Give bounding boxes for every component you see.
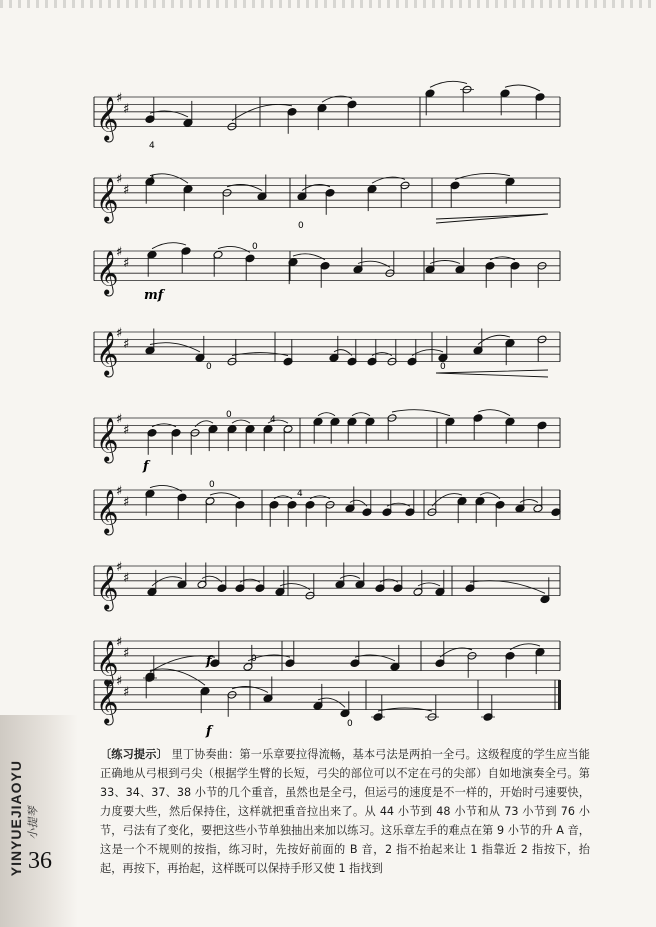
fingering-number: 4 bbox=[149, 141, 155, 151]
slur bbox=[478, 335, 510, 344]
side-script: 小提琴 bbox=[26, 806, 40, 840]
staff-8 bbox=[94, 635, 560, 687]
treble-clef-icon: 𝄞 bbox=[96, 565, 119, 610]
sharp-f-icon: ♯ bbox=[116, 635, 123, 650]
staff-1 bbox=[94, 81, 560, 142]
sharp-f-icon: ♯ bbox=[116, 412, 123, 427]
sharp-f-icon: ♯ bbox=[116, 560, 123, 575]
sharp-c-icon: ♯ bbox=[123, 256, 130, 271]
slur bbox=[150, 174, 188, 183]
slur bbox=[510, 644, 540, 650]
slur bbox=[218, 246, 250, 252]
slur bbox=[232, 420, 250, 423]
dynamic-marking: mf bbox=[144, 288, 164, 303]
slur bbox=[150, 485, 182, 491]
fingering-number: 0 bbox=[252, 242, 258, 252]
sharp-c-icon: ♯ bbox=[123, 337, 130, 352]
slur bbox=[432, 494, 462, 507]
slur bbox=[470, 581, 545, 594]
sharp-c-icon: ♯ bbox=[123, 102, 130, 117]
slur bbox=[412, 350, 443, 356]
fingering-number: 0 bbox=[209, 480, 215, 490]
treble-clef-icon: 𝄞 bbox=[96, 96, 119, 141]
sharp-c-icon: ♯ bbox=[123, 183, 130, 198]
fingering-number: 0 bbox=[226, 410, 232, 420]
dynamic-marking: f bbox=[206, 724, 212, 739]
sharp-f-icon: ♯ bbox=[116, 91, 123, 106]
slur bbox=[392, 410, 450, 416]
side-title: YINYUEJIAOYU bbox=[8, 760, 24, 877]
practice-tips bbox=[100, 745, 590, 878]
sharp-c-icon: ♯ bbox=[123, 423, 130, 438]
slur bbox=[520, 500, 538, 503]
slur bbox=[352, 413, 370, 416]
sharp-f-icon: ♯ bbox=[116, 172, 123, 187]
staff-3 bbox=[94, 243, 560, 297]
sharp-f-icon: ♯ bbox=[116, 245, 123, 260]
sharp-f-icon: ♯ bbox=[116, 674, 123, 689]
sharp-c-icon: ♯ bbox=[123, 646, 130, 661]
treble-clef-icon: 𝄞 bbox=[96, 489, 119, 534]
slur bbox=[430, 81, 467, 87]
slur bbox=[505, 85, 540, 91]
slur bbox=[210, 493, 240, 499]
page-number: 36 bbox=[28, 848, 52, 874]
staff-9 bbox=[94, 669, 561, 726]
sharp-f-icon: ♯ bbox=[116, 326, 123, 341]
slur bbox=[340, 576, 360, 579]
staff-2 bbox=[94, 172, 560, 224]
treble-clef-icon: 𝄞 bbox=[96, 250, 119, 295]
fingering-number: 4 bbox=[149, 175, 155, 185]
treble-clef-icon: 𝄞 bbox=[96, 331, 119, 376]
tips-label: 〔练习提示〕 bbox=[100, 748, 168, 761]
final-barline-thick bbox=[558, 680, 561, 710]
slur bbox=[358, 261, 390, 267]
slur bbox=[293, 254, 325, 260]
treble-clef-icon: 𝄞 bbox=[96, 640, 119, 685]
fingering-number: 0 bbox=[206, 362, 212, 372]
slur bbox=[195, 421, 213, 427]
slur bbox=[150, 343, 200, 352]
fingering-number: 0 bbox=[251, 654, 257, 664]
treble-clef-icon: 𝄞 bbox=[96, 177, 119, 222]
decrescendo-hairpin bbox=[436, 214, 548, 223]
dynamic-marking: f bbox=[143, 459, 149, 474]
staff-6 bbox=[94, 484, 561, 536]
slur bbox=[318, 413, 335, 416]
fingering-number: 0 bbox=[440, 362, 446, 372]
slur bbox=[418, 583, 440, 586]
fingering-number: 4 bbox=[297, 489, 303, 499]
fingering-number: 4 bbox=[270, 415, 276, 425]
sharp-c-icon: ♯ bbox=[123, 685, 130, 700]
slur bbox=[150, 669, 205, 685]
tips-text: 里丁协奏曲：第一乐章要拉得流畅，基本弓法是两拍一全弓。这级程度的学生应当能正确地从弓根到弓尖（根据学生臂的长短，弓尖的部位可以不定在弓的尖部）自如地演奏全弓。第 33、34、37、38 小节的几个重音，虽然也是全弓，但运弓的速度是不一样的，开始时弓速要快，力度要大些，然后保持住，这样就把重音拉出来了。从 44 小节到 48 小节和从 73 小节到 76 小节，弓法有了变化，要把这些小节单独抽出来加以练习。这乐章左手的难点在第 9 小节的升 A 音，这是一个不规则的按指，练习时，先按好前面的 B 音，2 指不抬起来让 1 指靠近 2 指按下，抬起，再按下，再抬起，这样既可以保持手形又使 1 指找到 bbox=[100, 748, 590, 875]
slur bbox=[478, 410, 510, 416]
staff-7 bbox=[94, 560, 560, 612]
slur bbox=[430, 261, 460, 264]
treble-clef-icon: 𝄞 bbox=[96, 679, 119, 724]
sharp-c-icon: ♯ bbox=[123, 495, 130, 510]
sharp-c-icon: ♯ bbox=[123, 571, 130, 586]
dynamic-marking: f bbox=[206, 654, 212, 669]
staff-4 bbox=[94, 326, 560, 378]
slur bbox=[455, 173, 510, 179]
staff-5 bbox=[94, 410, 560, 464]
fingering-number: 0 bbox=[298, 221, 304, 231]
slur bbox=[280, 584, 310, 590]
slur bbox=[232, 104, 292, 120]
treble-clef-icon: 𝄞 bbox=[96, 417, 119, 462]
fingering-number: 0 bbox=[347, 719, 353, 729]
crescendo-hairpin bbox=[436, 370, 548, 377]
slur bbox=[152, 243, 186, 249]
sharp-f-icon: ♯ bbox=[116, 484, 123, 499]
